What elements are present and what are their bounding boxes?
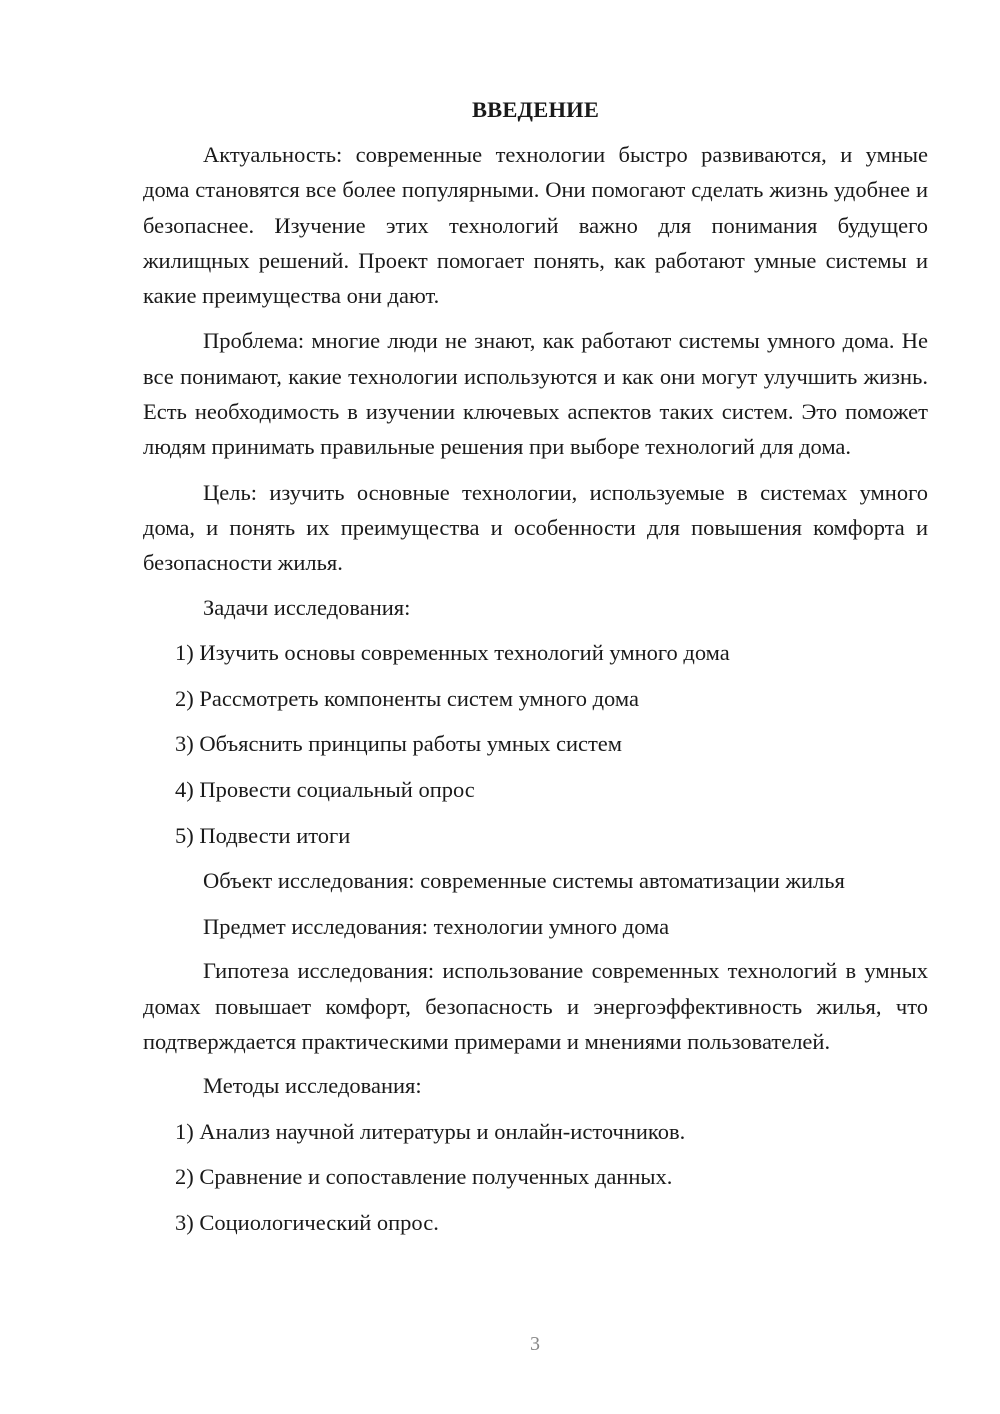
goal-paragraph: Цель: изучить основные технологии, используемые в системах умного дома, и понять их преимущества и особенности для повышения комфорта и безопасности жилья. — [143, 479, 928, 576]
list-item: 5) Подвести итоги — [175, 822, 351, 848]
methods-heading: Методы исследования: — [203, 1073, 422, 1099]
list-item: 1) Анализ научной литературы и онлайн-источников. — [175, 1118, 686, 1144]
tasks-list — [143, 630, 928, 858]
list-item: 2) Сравнение и сопоставление полученных данных. — [175, 1164, 673, 1190]
tasks-heading: Задачи исследования: — [203, 594, 411, 620]
list-item: 4) Провести социальный опрос — [175, 776, 475, 802]
list-item: 1) Изучить основы современных технологий умного дома — [175, 640, 730, 666]
hypothesis-paragraph: Гипотеза исследования: использование современных технологий в умных домах повышает комфорт, безопасность и энергоэффективность жилья, что подтверждается практическими примерами и мнениями пользователей. — [143, 958, 928, 1054]
research-object: Объект исследования: современные системы автоматизации жилья — [203, 868, 845, 894]
list-item: 2) Рассмотреть компоненты систем умного дома — [175, 685, 639, 711]
page-number: 3 — [530, 1333, 540, 1355]
section-title: ВВЕДЕНИЕ — [471, 97, 600, 122]
problem-paragraph: Проблема: многие люди не знают, как работают системы умного дома. Не все понимают, какие технологии используются и как они могут улучшить жизнь. Есть необходимость в изучении ключевых аспектов таких систем. Это поможет людям принимать правильные решения при выборе технологий для дома. — [143, 328, 928, 460]
methods-list — [143, 1109, 928, 1246]
relevance-paragraph: Актуальность: современные технологии быстро развиваются, и умные дома становятся все более популярными. Они помогают сделать жизнь удобнее и безопаснее. Изучение этих технологий важно для понимания будущего жилищных решений. Проект помогает понять, как работают умные системы и какие преимущества они дают. — [143, 142, 928, 309]
page-content — [143, 96, 928, 1246]
list-item: 3) Социологический опрос. — [175, 1209, 439, 1235]
list-item: 3) Объяснить принципы работы умных систем — [175, 731, 623, 757]
research-subject: Предмет исследования: технологии умного дома — [203, 913, 670, 939]
